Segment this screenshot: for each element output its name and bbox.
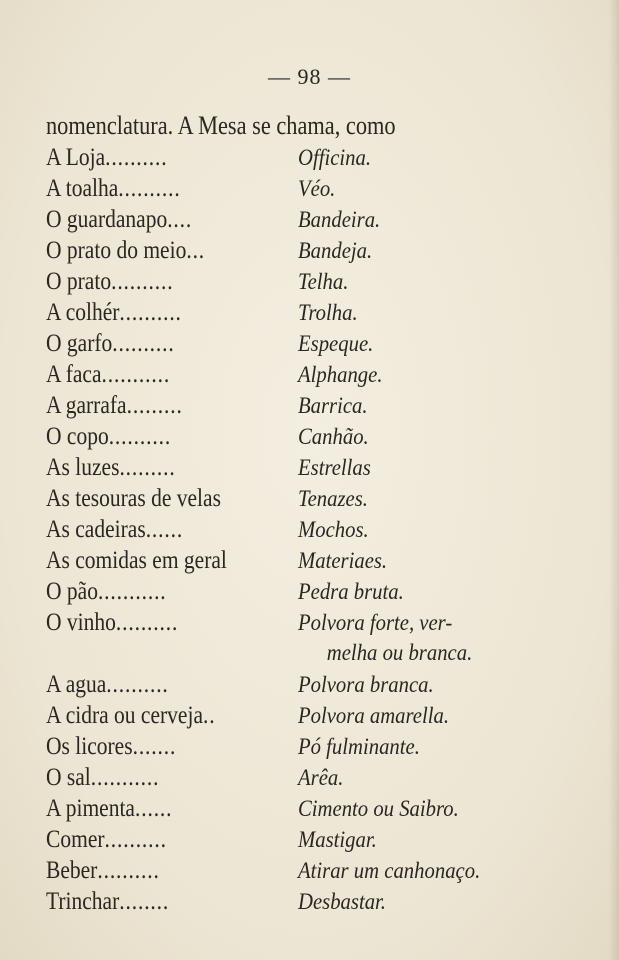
entry-meaning-text: Materiaes. — [298, 548, 388, 573]
glossary-entry — [46, 763, 566, 794]
entry-term — [46, 422, 171, 452]
entry-term-text: Os licores — [46, 733, 133, 760]
entry-term-text: A cidra ou cerveja — [46, 702, 203, 729]
entry-meaning — [298, 422, 369, 452]
entry-term-text: A agua — [46, 671, 107, 698]
entry-leader-dots: .... — [167, 206, 193, 233]
entry-meaning — [298, 143, 371, 173]
entry-meaning-text: Bandeja. — [298, 238, 373, 263]
entry-term-text: O prato — [46, 268, 112, 295]
entry-meaning-text: Polvora forte, ver- — [298, 610, 453, 635]
glossary-entry — [46, 484, 566, 515]
entry-meaning-text: Pó fulminante. — [298, 734, 420, 759]
entry-term — [46, 174, 181, 204]
entry-leader-dots: .......... — [118, 175, 181, 202]
entry-term-text: As comidas em geral — [46, 547, 227, 574]
entry-leader-dots: .......... — [119, 299, 182, 326]
entry-meaning-text: Estrellas — [298, 455, 371, 480]
entry-term — [46, 608, 178, 638]
entry-term-text: As tesouras de velas — [46, 485, 221, 512]
glossary-entry — [46, 298, 566, 329]
entry-meaning — [298, 887, 386, 917]
entry-meaning — [298, 267, 348, 297]
entry-meaning — [298, 360, 383, 390]
entry-leader-dots: ......... — [119, 454, 176, 481]
entry-leader-dots: ... — [186, 237, 206, 264]
entry-term-text: O sal — [46, 764, 91, 791]
entry-term — [46, 670, 169, 700]
entry-term-text: A colhér — [46, 299, 120, 326]
entry-meaning — [298, 763, 343, 793]
entry-term — [46, 329, 175, 359]
intro-line: nomenclatura. A Mesa se chama, como — [46, 111, 396, 140]
entry-meaning — [298, 391, 368, 421]
entry-term — [46, 360, 170, 390]
entry-leader-dots: ....... — [132, 733, 177, 760]
entry-term-text: O garfo — [46, 330, 113, 357]
entry-meaning — [298, 236, 372, 266]
entry-leader-dots: .. — [202, 702, 216, 729]
glossary-entry — [46, 391, 566, 422]
entry-meaning-text: Trolha. — [298, 300, 358, 325]
entry-term — [46, 887, 169, 917]
entry-term-text: As cadeiras — [46, 516, 146, 543]
entry-meaning-text: Atirar um canhonaço. — [298, 858, 481, 883]
entry-meaning — [298, 174, 335, 204]
entry-term-text: As luzes — [46, 454, 120, 481]
entry-term-text: A faca — [46, 361, 102, 388]
entry-term — [46, 546, 227, 576]
glossary-entry — [46, 608, 566, 670]
glossary-entry — [46, 887, 566, 918]
entry-term — [46, 732, 176, 762]
glossary-entry — [46, 453, 566, 484]
entry-term-text: A garrafa — [46, 392, 127, 419]
entry-meaning — [298, 546, 387, 576]
entry-term-text: O pão — [46, 578, 98, 605]
entry-leader-dots: .......... — [112, 330, 175, 357]
entry-meaning-text: Barrica. — [298, 393, 368, 418]
entry-term — [46, 515, 183, 545]
entry-meaning — [298, 298, 358, 328]
page-gutter-shadow — [609, 0, 619, 960]
glossary-entry — [46, 701, 566, 732]
entry-term — [46, 453, 176, 483]
entry-meaning-text: Arêa. — [298, 765, 344, 790]
entry-term-text: A pimenta — [46, 795, 135, 822]
entry-meaning-text: Espeque. — [298, 331, 374, 356]
entry-leader-dots: ........ — [119, 888, 170, 915]
entry-term — [46, 205, 192, 235]
entry-leader-dots: .......... — [97, 857, 160, 884]
entry-leader-dots: .......... — [111, 268, 174, 295]
entry-meaning-text: Pedra bruta. — [298, 579, 404, 604]
entry-leader-dots: ...... — [134, 795, 173, 822]
entry-meaning-text: Polvora amarella. — [298, 703, 450, 728]
entry-meaning — [298, 794, 459, 824]
entry-term-text: Comer — [46, 826, 105, 853]
glossary-entry — [46, 174, 566, 205]
glossary-entry — [46, 577, 566, 608]
entry-term-text: Beber — [46, 857, 98, 884]
entry-term — [46, 267, 173, 297]
glossary-entry — [46, 267, 566, 298]
entry-term — [46, 577, 167, 607]
entry-leader-dots: .......... — [104, 826, 167, 853]
glossary-entry — [46, 360, 566, 391]
entry-leader-dots: .......... — [108, 423, 172, 450]
entry-leader-dots: .......... — [115, 609, 179, 636]
entry-term — [46, 856, 160, 886]
entry-meaning-continuation: melha ou branca. — [326, 640, 473, 665]
entry-term-text: A Loja — [46, 144, 106, 171]
entry-term — [46, 298, 182, 328]
entry-term — [46, 236, 205, 266]
entry-term-text: A toalha — [46, 175, 119, 202]
entry-meaning-text: Alphange. — [298, 362, 383, 387]
entry-meaning — [298, 515, 369, 545]
entry-meaning-text: Telha. — [298, 269, 349, 294]
entry-term — [46, 391, 183, 421]
entry-meaning-text: Tenazes. — [298, 486, 368, 511]
entry-meaning-text: Officina. — [298, 145, 372, 170]
glossary-entry — [46, 329, 566, 360]
glossary-entry — [46, 143, 566, 174]
entry-meaning-text: Mochos. — [298, 517, 369, 542]
entry-meaning-text: Desbastar. — [298, 889, 386, 914]
entry-term — [46, 701, 215, 731]
entry-meaning — [298, 825, 377, 855]
entry-term — [46, 484, 221, 514]
entry-meaning — [298, 453, 371, 483]
glossary-entry — [46, 732, 566, 763]
entry-meaning — [298, 670, 434, 700]
entry-leader-dots: .......... — [105, 144, 168, 171]
glossary-entry — [46, 515, 566, 546]
entry-meaning-text: Bandeira. — [298, 207, 381, 232]
entry-leader-dots: ........... — [90, 764, 160, 791]
glossary-entry — [46, 670, 566, 701]
entry-meaning — [298, 856, 480, 886]
entry-term — [46, 763, 159, 793]
glossary-list — [46, 143, 566, 918]
entry-meaning — [298, 329, 373, 359]
entry-term-text: O copo — [46, 423, 109, 450]
glossary-entry — [46, 825, 566, 856]
entry-term — [46, 825, 167, 855]
glossary-entry — [46, 856, 566, 887]
entry-term-text: O vinho — [46, 609, 116, 636]
entry-meaning — [298, 205, 380, 235]
entry-meaning — [298, 608, 472, 668]
page-number: — 98 — — [268, 64, 351, 89]
entry-term — [46, 794, 172, 824]
glossary-entry — [46, 546, 566, 577]
entry-term-text: O prato do meio — [46, 237, 187, 264]
entry-meaning — [298, 732, 420, 762]
entry-meaning-text: Véo. — [298, 176, 336, 201]
entry-leader-dots: ......... — [126, 392, 183, 419]
entry-meaning-text: Cimento ou Saibro. — [298, 796, 459, 821]
entry-leader-dots: ........... — [97, 578, 167, 605]
glossary-entry — [46, 422, 566, 453]
entry-leader-dots: ...... — [145, 516, 184, 543]
entry-meaning — [298, 701, 449, 731]
glossary-entry — [46, 794, 566, 825]
entry-meaning — [298, 577, 404, 607]
entry-term-text: O guardanapo — [46, 206, 168, 233]
entry-term — [46, 143, 167, 173]
entry-term-text: Trinchar — [46, 888, 120, 915]
entry-meaning-text: Mastigar. — [298, 827, 377, 852]
glossary-entry — [46, 205, 566, 236]
entry-meaning-text: Polvora branca. — [298, 672, 434, 697]
glossary-entry — [46, 236, 566, 267]
entry-leader-dots: ........... — [101, 361, 171, 388]
entry-meaning — [298, 484, 368, 514]
entry-leader-dots: .......... — [106, 671, 169, 698]
entry-meaning-text: Canhão. — [298, 424, 369, 449]
